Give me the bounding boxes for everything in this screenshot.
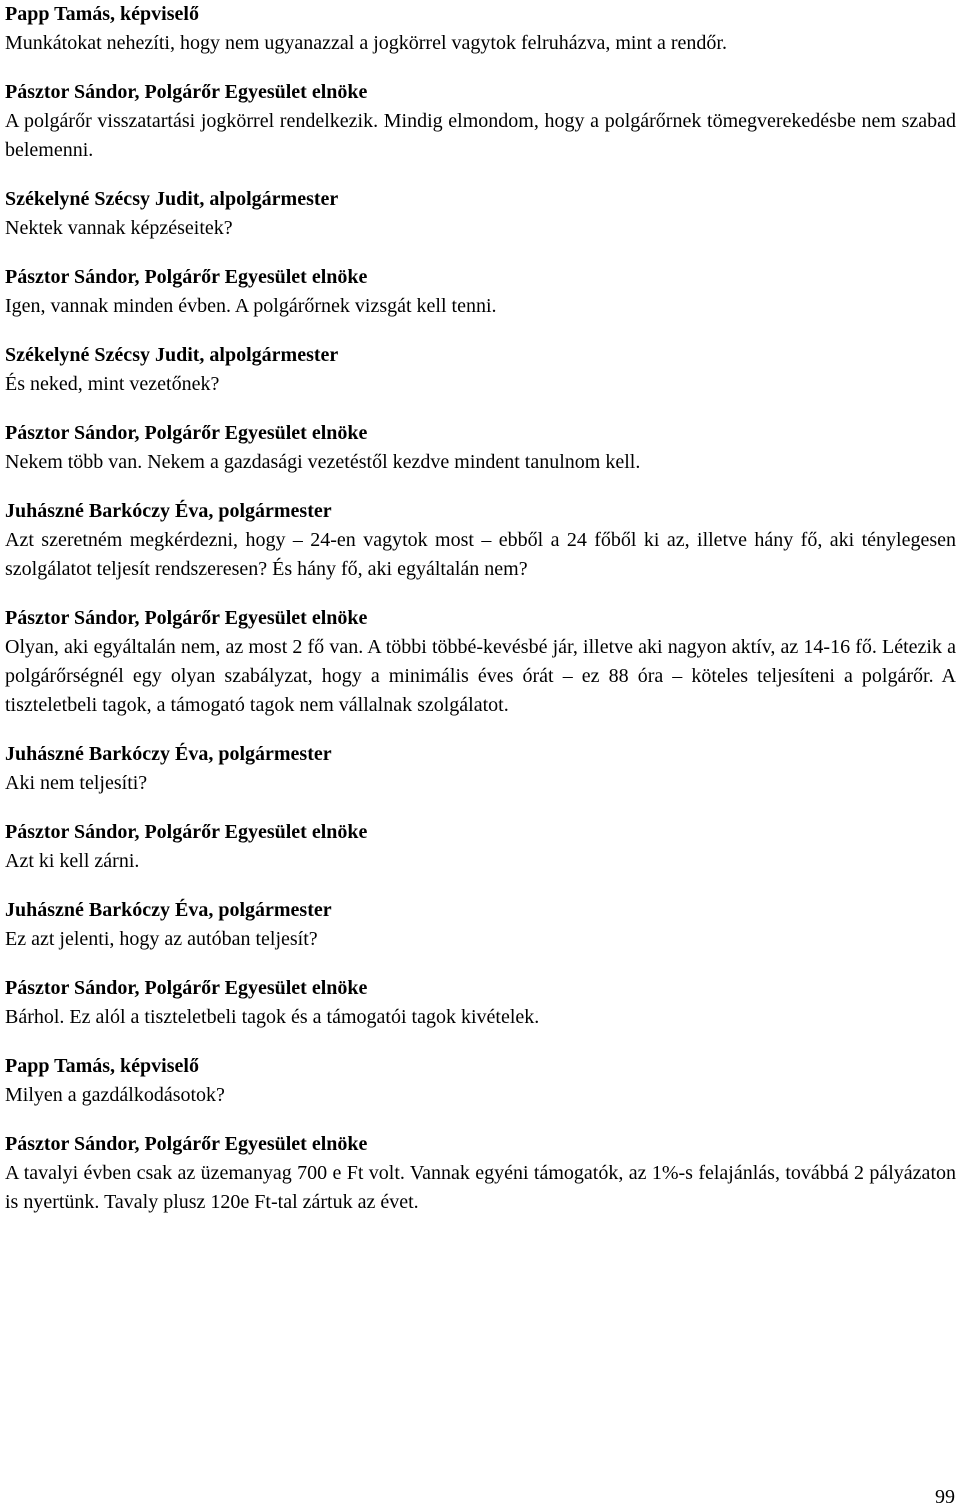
speaker-name: Pásztor Sándor, Polgárőr Egyesület elnöke (5, 821, 368, 843)
transcript-turn (5, 818, 956, 876)
speech-text: És neked, mint vezetőnek? (5, 373, 220, 395)
speaker-name: Pásztor Sándor, Polgárőr Egyesület elnöke (5, 81, 368, 103)
speaker-name: Pásztor Sándor, Polgárőr Egyesület elnöke (5, 1133, 368, 1155)
speech-text: Ez azt jelenti, hogy az autóban teljesít? (5, 928, 318, 950)
document-page (5, 0, 956, 1237)
transcript-turn (5, 263, 956, 321)
transcript-turn (5, 497, 956, 584)
speaker-name: Pásztor Sándor, Polgárőr Egyesület elnöke (5, 266, 368, 288)
speech-text: Azt szeretném megkérdezni, hogy – 24-en vagytok most – ebből a 24 főből ki az, illetve hány fő, aki ténylegesen szolgálatot teljesít rendszeresen? És hány fő, aki egyáltalán nem? (5, 529, 956, 580)
speaker-name: Pásztor Sándor, Polgárőr Egyesület elnöke (5, 977, 368, 999)
speech-text: Nekem több van. Nekem a gazdasági vezetéstől kezdve mindent tanulnom kell. (5, 451, 641, 473)
speaker-name: Papp Tamás, képviselő (5, 1055, 199, 1077)
speaker-name: Juhászné Barkóczy Éva, polgármester (5, 899, 332, 921)
speaker-name: Juhászné Barkóczy Éva, polgármester (5, 743, 332, 765)
transcript-turn (5, 1052, 956, 1110)
speech-text: A tavalyi évben csak az üzemanyag 700 e Ft volt. Vannak egyéni támogatók, az 1%-s felajánlás, továbbá 2 pályázaton is nyertünk. Tavaly plusz 120e Ft-tal zártuk az évet. (5, 1162, 956, 1213)
transcript-turn (5, 974, 956, 1032)
speaker-name: Pásztor Sándor, Polgárőr Egyesület elnöke (5, 607, 368, 629)
transcript-turn (5, 740, 956, 798)
transcript-turn (5, 341, 956, 399)
speaker-name: Papp Tamás, képviselő (5, 3, 199, 25)
speaker-name: Pásztor Sándor, Polgárőr Egyesület elnöke (5, 422, 368, 444)
speech-text: Igen, vannak minden évben. A polgárőrnek vizsgát kell tenni. (5, 295, 497, 317)
speech-text: Bárhol. Ez alól a tiszteletbeli tagok és a támogatói tagok kivételek. (5, 1006, 540, 1028)
speech-text: Aki nem teljesíti? (5, 772, 148, 794)
speech-text: Nektek vannak képzéseitek? (5, 217, 233, 239)
speech-text: Munkátokat nehezíti, hogy nem ugyanazzal a jogkörrel vagytok felruházva, mint a rendőr. (5, 32, 727, 54)
speaker-name: Székelyné Szécsy Judit, alpolgármester (5, 344, 339, 366)
speech-text: Milyen a gazdálkodásotok? (5, 1084, 225, 1106)
transcript-turn (5, 896, 956, 954)
transcript-turn (5, 78, 956, 165)
speaker-name: Juhászné Barkóczy Éva, polgármester (5, 500, 332, 522)
transcript-turn (5, 604, 956, 720)
speaker-name: Székelyné Szécsy Judit, alpolgármester (5, 188, 339, 210)
transcript-turn (5, 419, 956, 477)
transcript-turn (5, 1130, 956, 1217)
speech-text: Azt ki kell zárni. (5, 850, 140, 872)
speech-text: Olyan, aki egyáltalán nem, az most 2 fő van. A többi többé-kevésbé jár, illetve aki nagyon aktív, az 14-16 fő. Létezik a polgárőrségnél egy olyan szabályzat, hogy a minimális éves órát – ez 88 óra – köteles teljesíteni a polgárőr. A tiszteletbeli tagok, a támogató tagok nem vállalnak szolgálatot. (5, 636, 956, 716)
transcript-turn (5, 185, 956, 243)
transcript-turn (5, 0, 956, 58)
speech-text: A polgárőr visszatartási jogkörrel rendelkezik. Mindig elmondom, hogy a polgárőrnek tömegverekedésbe nem szabad belemenni. (5, 110, 956, 161)
page-number: 99 (935, 1486, 955, 1508)
